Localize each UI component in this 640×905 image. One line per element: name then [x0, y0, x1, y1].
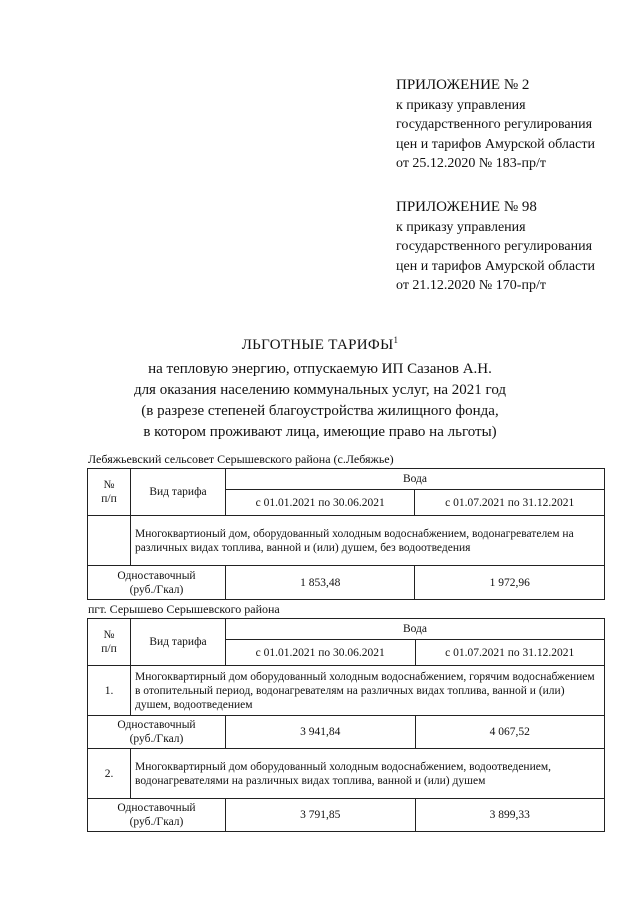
tariff-value-period-2: 1 972,96	[415, 566, 605, 600]
header-period-1: с 01.01.2021 по 30.06.2021	[226, 640, 416, 666]
header-water: Вода	[226, 619, 605, 640]
section-title: Лебяжьевский сельсовет Серышевского района (с.Лебяжье)	[88, 452, 394, 466]
document-heading	[0, 330, 640, 443]
annex-title: ПРИЛОЖЕНИЕ № 2	[396, 77, 530, 93]
section-title: пгт. Серышево Серышевского района	[88, 602, 280, 616]
heading-line: для оказания населению коммунальных услуг, на 2021 год	[133, 382, 507, 398]
tariff-label: Одноставочный (руб./Гкал)	[88, 716, 226, 749]
annex-line: цен и тарифов Амурской области	[396, 136, 595, 152]
header-tariff-type: Вид тарифа	[131, 619, 226, 666]
tariff-label: Одноставочный (руб./Гкал)	[88, 566, 226, 600]
annex-line: цен и тарифов Амурской области	[396, 258, 595, 274]
annex-line: государственного регулирования	[396, 239, 593, 254]
annex-title: ПРИЛОЖЕНИЕ № 98	[396, 199, 537, 215]
tariff-label: Одноставочный (руб./Гкал)	[88, 799, 226, 832]
footnote-mark: 1	[393, 335, 399, 345]
heading-line: в котором проживают лица, имеющие право на льготы)	[143, 424, 497, 440]
tariff-value-period-1: 3 791,85	[226, 799, 416, 832]
header-num: № п/п	[88, 469, 131, 516]
tariff-value-period-2: 3 899,33	[415, 799, 605, 832]
document-title	[0, 330, 640, 356]
row-description: Многоквартионый дом, оборудованный холодным водоснабжением, водонагревателем на различных видах топлива, ванной и (или) душем, без водоотведения	[131, 516, 605, 566]
tariff-value-period-1: 3 941,84	[226, 716, 416, 749]
header-period-2: с 01.07.2021 по 31.12.2021	[415, 490, 605, 516]
tariff-table-1	[87, 468, 605, 600]
header-period-1: с 01.01.2021 по 30.06.2021	[226, 490, 415, 516]
header-water: Вода	[226, 469, 605, 490]
row-num	[88, 516, 131, 566]
row-num: 1.	[88, 666, 131, 716]
annex-line: к приказу управления	[396, 97, 526, 113]
annex-block-2	[396, 198, 595, 296]
title-text: ЛЬГОТНЫЕ ТАРИФЫ	[241, 337, 394, 353]
header-period-2: с 01.07.2021 по 31.12.2021	[415, 640, 605, 666]
row-description: Многоквартирный дом оборудованный холодным водоснабжением, водоотведением, водонагревателями на различных видах топлива, ванной и (или) душем	[131, 749, 605, 799]
heading-line: на тепловую энергию, отпускаемую ИП Сазанов А.Н.	[148, 361, 492, 377]
annex-line: от 25.12.2020 № 183-пр/т	[396, 156, 546, 171]
tariff-value-period-2: 4 067,52	[415, 716, 605, 749]
header-num: № п/п	[88, 619, 131, 666]
annex-block-1	[396, 76, 595, 174]
tariff-value-period-1: 1 853,48	[226, 566, 415, 600]
annex-line: к приказу управления	[396, 219, 526, 235]
header-tariff-type: Вид тарифа	[131, 469, 226, 516]
annex-line: от 21.12.2020 № 170-пр/т	[396, 278, 546, 293]
heading-line: (в разрезе степеней благоустройства жилищного фонда,	[141, 403, 499, 419]
row-description: Многоквартирный дом оборудованный холодным водоснабжением, горячим водоснабжением в отопительный период, водонагревателям на различных видах топлива, ванной и (или) душем, водоотведением	[131, 666, 605, 716]
tariff-table-2	[87, 618, 605, 832]
annex-line: государственного регулирования	[396, 117, 593, 132]
row-num: 2.	[88, 749, 131, 799]
